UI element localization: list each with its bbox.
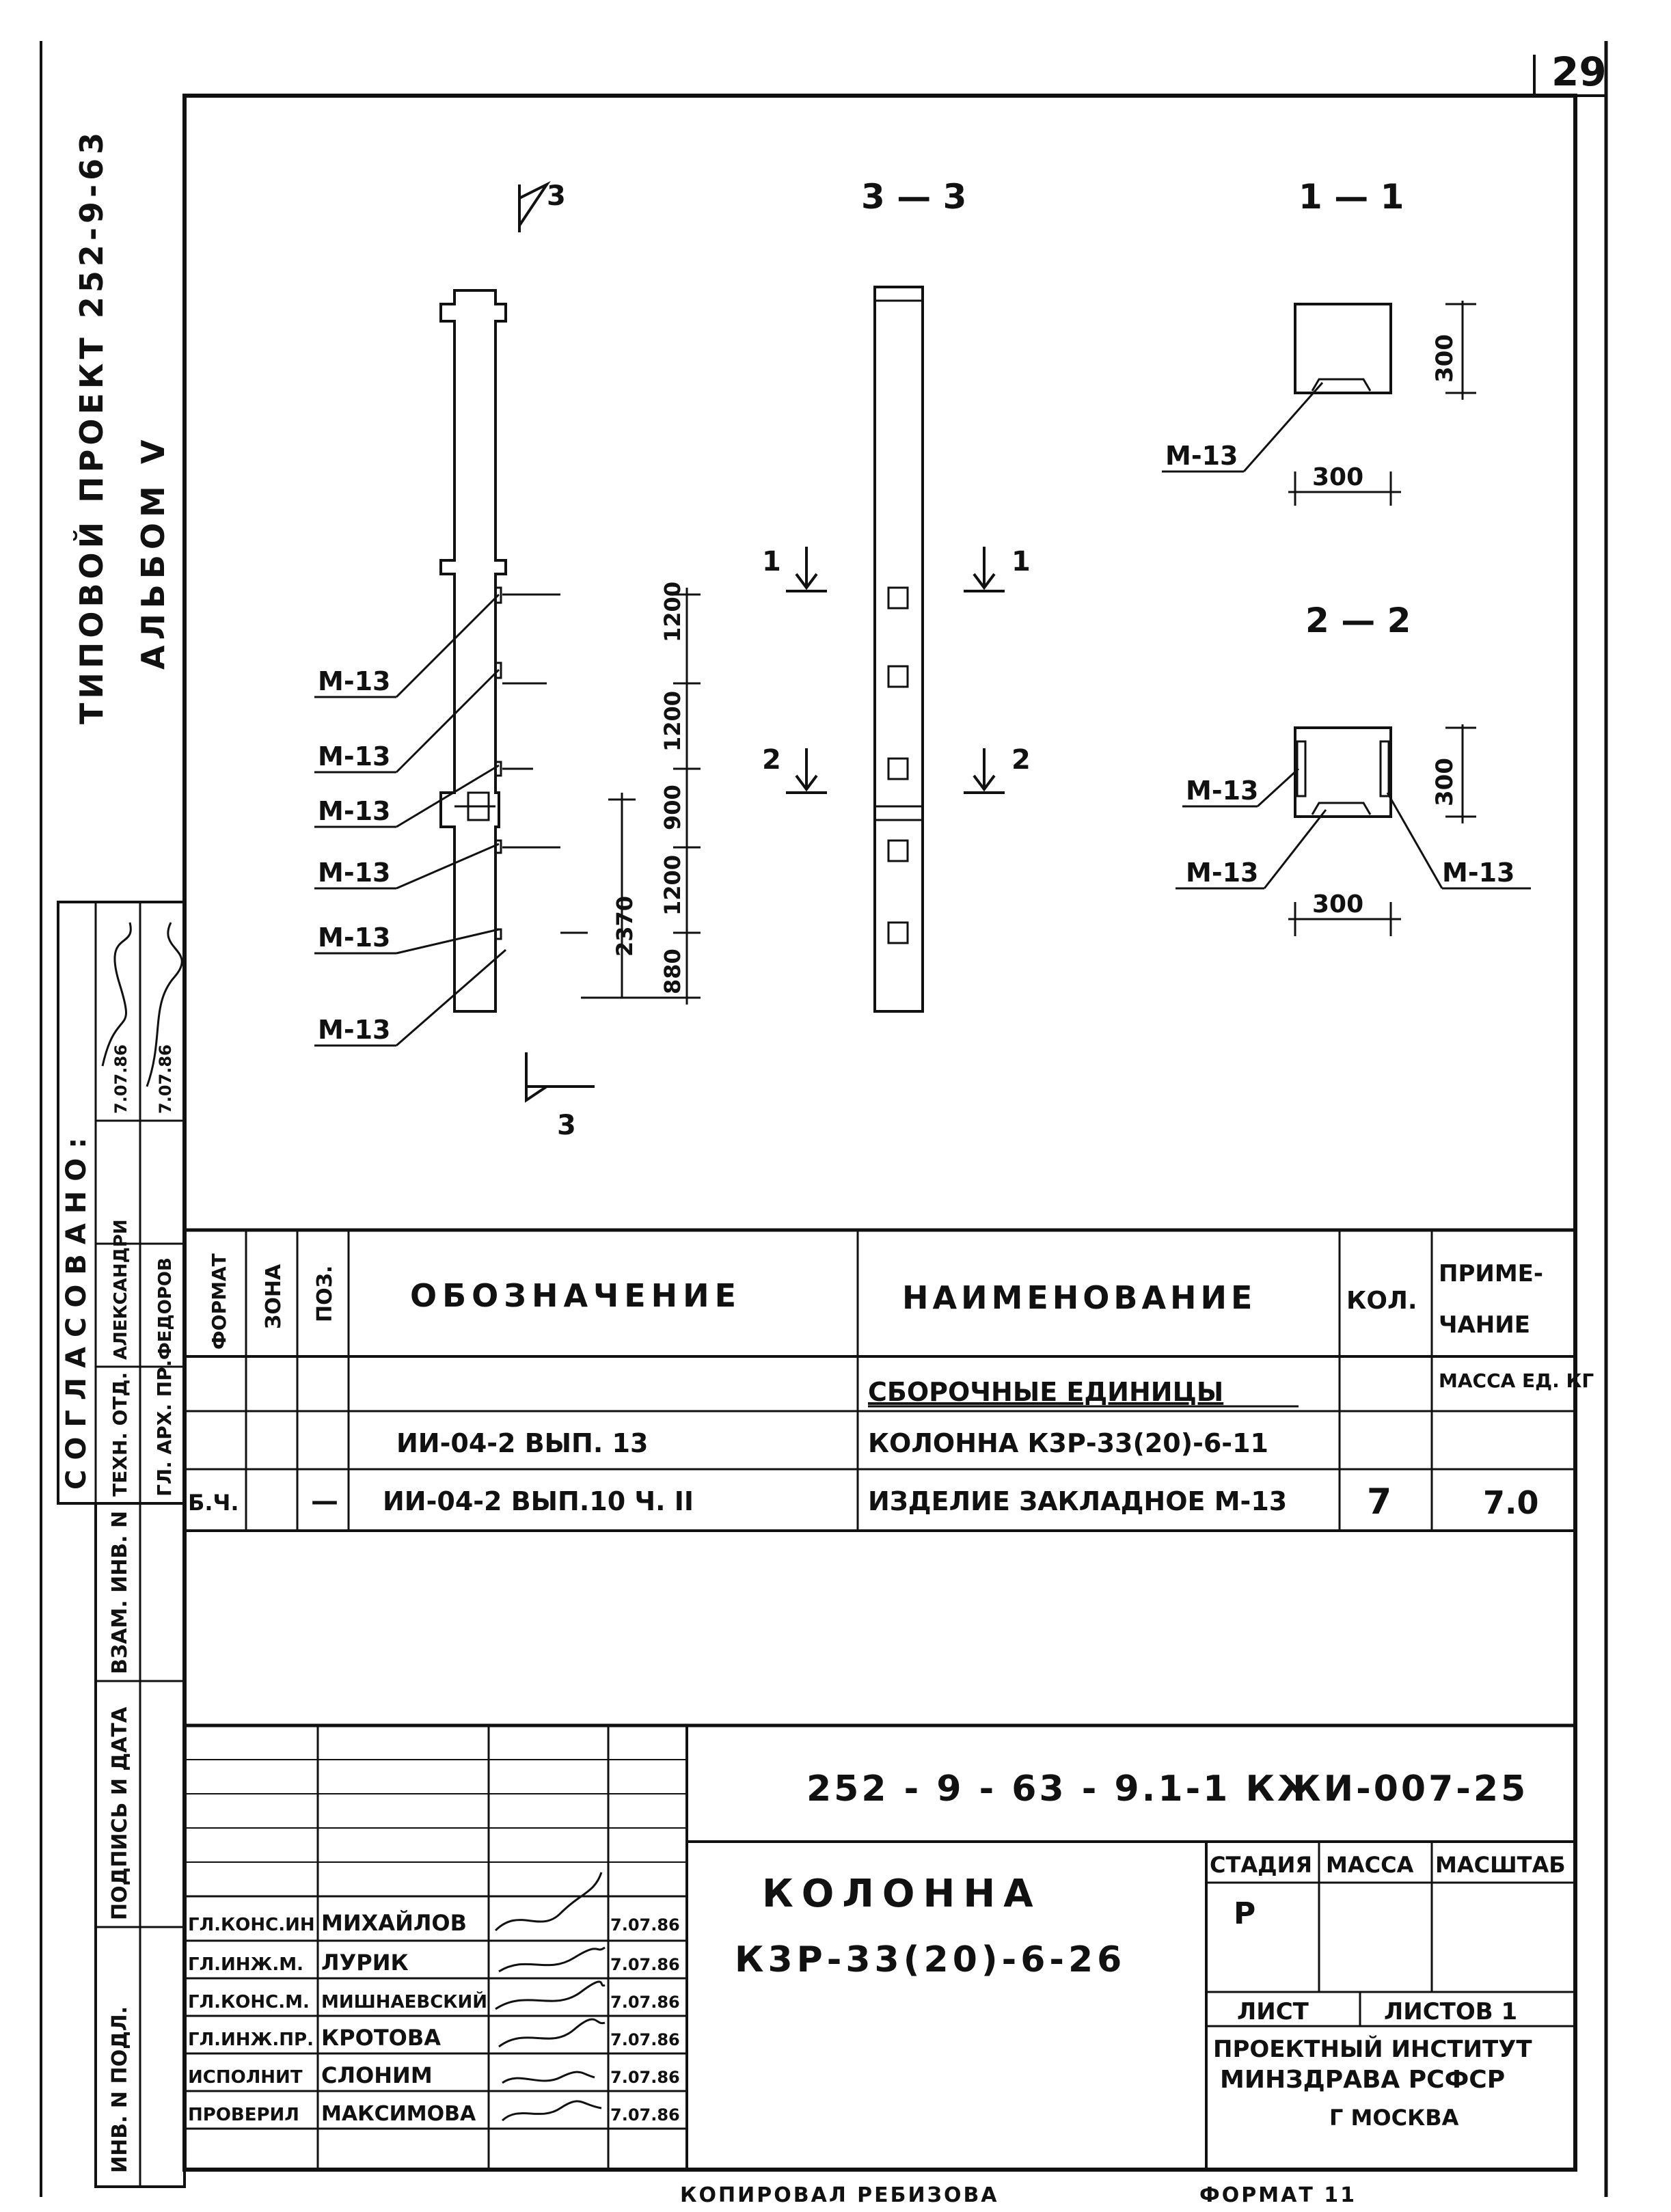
org-line1: ПРОЕКТНЫЙ ИНСТИТУТ [1213, 2036, 1532, 2063]
signature-rows [188, 1910, 680, 2126]
section-22-title: 2 — 2 [1305, 601, 1411, 640]
sig-date-2: 7.07.86 [610, 1955, 680, 1974]
dim-900: 900 [660, 784, 685, 830]
sig-role-3: ГЛ.КОНС.М. [188, 1992, 310, 2012]
dim-11-width: 300 [1312, 463, 1364, 491]
col-zone: ЗОНА [262, 1264, 286, 1329]
sheets-label: ЛИСТОВ 1 [1384, 1998, 1518, 2025]
stage-value: Р [1234, 1896, 1256, 1931]
dim-2370: 2370 [612, 895, 638, 957]
section-33-title: 3 — 3 [861, 177, 967, 217]
dim-1200-b: 1200 [660, 690, 685, 752]
page-number: 29 [1551, 49, 1607, 95]
row3-qty: 7 [1367, 1482, 1392, 1523]
title-line2: К3Р-33(20)-6-26 [735, 1939, 1126, 1980]
approval-date-2: 7.07.86 [156, 1044, 175, 1114]
column-elevation [441, 290, 506, 1011]
sig-role-1: ГЛ.КОНС.ИН [188, 1915, 315, 1935]
dim-1200-c: 1200 [660, 854, 685, 916]
approval-date-1: 7.07.86 [111, 1044, 131, 1114]
dim-22-height: 300 [1431, 758, 1458, 806]
approval-header: СОГЛАСОВАНО: [61, 1128, 92, 1490]
row1-name: СБОРОЧНЫЕ ЕДИНИЦЫ [868, 1377, 1224, 1407]
title-line1: КОЛОННА [762, 1872, 1042, 1916]
stamp-podpis: ПОДПИСЬ И ДАТА [108, 1706, 132, 1920]
elevation-label-5: М-13 [318, 923, 391, 953]
elevation-label-4: М-13 [318, 858, 391, 888]
sheet-label: ЛИСТ [1237, 1998, 1309, 2025]
sig-role-5: ИСПОЛНИТ [188, 2067, 303, 2088]
section-11-title: 1 — 1 [1299, 177, 1404, 217]
sig-role-4: ГЛ.ИНЖ.ПР. [188, 2030, 314, 2050]
col-note-2: ЧАНИЕ [1439, 1311, 1530, 1339]
sig-name-2: ЛУРИК [321, 1950, 409, 1976]
sig-role-2: ГЛ.ИНЖ.М. [188, 1954, 304, 1975]
title-code: 252 - 9 - 63 - 9.1-1 КЖИ-007-25 [806, 1769, 1529, 1810]
col-name: НАИМЕНОВАНИЕ [902, 1279, 1257, 1316]
sig-date-3: 7.07.86 [610, 1993, 680, 2012]
approval-role-1: ТЕХН. ОТД. [109, 1371, 131, 1497]
marker-2-left: 2 [762, 744, 781, 776]
row2-designation: ИИ-04-2 ВЫП. 13 [396, 1428, 649, 1458]
sig-name-1: МИХАЙЛОВ [321, 1910, 467, 1936]
stamp-inv: ИНВ. N ПОДЛ. [108, 2006, 132, 2173]
sig-name-3: МИШНАЕВСКИЙ [321, 1992, 488, 2012]
row3-designation: ИИ-04-2 ВЫП.10 Ч. II [383, 1486, 694, 1516]
org-line2: МИНЗДРАВА РСФСР [1220, 2066, 1506, 2094]
side-title-line2: АЛЬБОМ V [135, 434, 172, 670]
col-note-1: ПРИМЕ- [1439, 1260, 1543, 1287]
stage-header: СТАДИЯ [1210, 1852, 1312, 1878]
row1-note: МАССА ЕД. КГ [1439, 1369, 1594, 1392]
col-qty: КОЛ. [1346, 1287, 1417, 1315]
footer-copied: КОПИРОВАЛ РЕБИЗОВА [680, 2183, 999, 2207]
column-side-view [875, 287, 923, 1011]
sig-name-4: КРОТОВА [321, 2025, 441, 2051]
stamp-vzam: ВЗАМ. ИНВ. N [108, 1510, 132, 1674]
dim-22-width: 300 [1312, 890, 1364, 918]
elevation-label-6: М-13 [318, 1015, 391, 1045]
side-title-line1: ТИПОВОЙ ПРОЕКТ 252-9-63 [73, 128, 110, 724]
row3-name: ИЗДЕЛИЕ ЗАКЛАДНОЕ М-13 [868, 1486, 1288, 1516]
col-designation: ОБОЗНАЧЕНИЕ [410, 1277, 742, 1314]
sig-date-6: 7.07.86 [610, 2105, 680, 2125]
section-22-label-left: М-13 [1186, 776, 1259, 806]
row3-pos: — [311, 1486, 338, 1517]
section-k-bottom: 3 [557, 1110, 576, 1141]
elevation-label-1: М-13 [318, 666, 391, 696]
section-22-label-right: М-13 [1442, 858, 1515, 888]
sig-date-5: 7.07.86 [610, 2068, 680, 2087]
row3-note: 7.0 [1483, 1484, 1539, 1521]
approval-role-2: ГЛ. АРХ. ПР. [153, 1359, 176, 1497]
col-pos: ПОЗ. [313, 1265, 337, 1322]
sig-role-6: ПРОВЕРИЛ [188, 2105, 299, 2125]
section-11-label: М-13 [1165, 441, 1238, 471]
sig-date-1: 7.07.86 [610, 1915, 680, 1935]
marker-2-right: 2 [1011, 744, 1031, 776]
row3-format: Б.Ч. [188, 1490, 239, 1516]
marker-1-right: 1 [1011, 546, 1031, 577]
row2-name: КОЛОННА К3Р-33(20)-6-11 [868, 1428, 1268, 1458]
sig-date-4: 7.07.86 [610, 2030, 680, 2049]
marker-1-left: 1 [762, 546, 781, 577]
sig-name-5: СЛОНИМ [321, 2062, 433, 2088]
approval-name-1: АЛЕКСАНДРИ [111, 1219, 131, 1360]
elevation-label-3: М-13 [318, 796, 391, 826]
signature-scribbles [495, 1872, 605, 2120]
elevation-label-2: М-13 [318, 741, 391, 772]
org-line3: Г МОСКВА [1329, 2105, 1459, 2131]
section-markers [786, 547, 1005, 793]
sig-name-6: МАКСИМОВА [321, 2102, 476, 2126]
dim-11-height: 300 [1431, 334, 1458, 383]
section-22-label-bottom: М-13 [1186, 858, 1259, 888]
dim-1200-a: 1200 [660, 581, 685, 642]
dim-880: 880 [660, 948, 685, 994]
section-k-top: 3 [547, 180, 566, 212]
footer-format: ФОРМАТ 11 [1199, 2183, 1357, 2207]
scale-header: МАСШТАБ [1435, 1852, 1566, 1878]
mass-header: МАССА [1326, 1852, 1414, 1878]
approval-name-2: ФЕДОРОВ [155, 1257, 176, 1360]
col-format: ФОРМАТ [208, 1253, 230, 1350]
